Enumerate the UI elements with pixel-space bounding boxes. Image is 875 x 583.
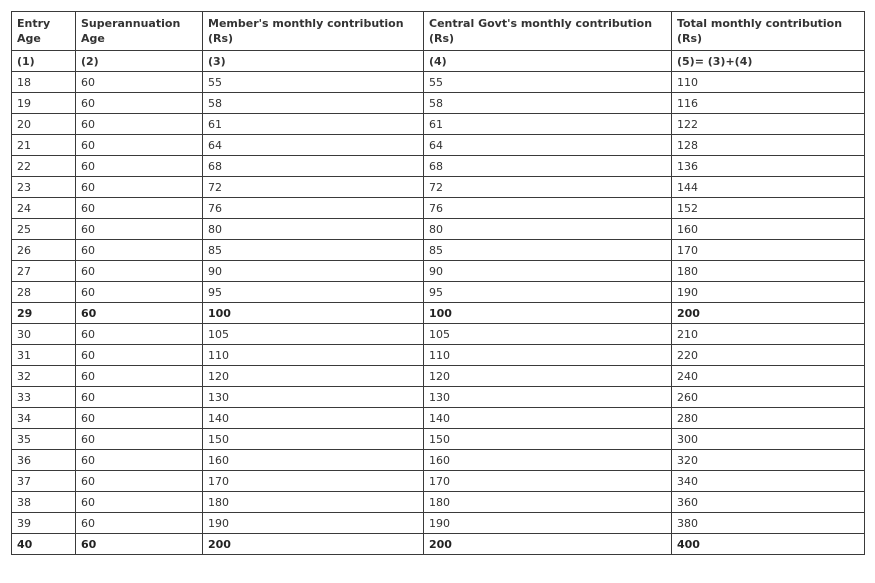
govt-contribution-cell: 100 — [424, 303, 672, 324]
govt-contribution-cell: 95 — [424, 282, 672, 303]
govt-contribution-cell: 55 — [424, 72, 672, 93]
member-contribution-cell: 110 — [203, 345, 424, 366]
entry-age-cell: 29 — [12, 303, 76, 324]
member-contribution-cell: 130 — [203, 387, 424, 408]
superannuation-age-cell: 60 — [76, 366, 203, 387]
govt-contribution-cell: 105 — [424, 324, 672, 345]
total-contribution-cell: 340 — [672, 471, 865, 492]
entry-age-cell: 22 — [12, 156, 76, 177]
column-number: (4) — [424, 51, 672, 72]
member-contribution-cell: 76 — [203, 198, 424, 219]
govt-contribution-cell: 170 — [424, 471, 672, 492]
govt-contribution-cell: 200 — [424, 534, 672, 555]
total-contribution-cell: 190 — [672, 282, 865, 303]
table-row — [12, 261, 865, 282]
total-contribution-cell: 180 — [672, 261, 865, 282]
table-row — [12, 513, 865, 534]
superannuation-age-cell: 60 — [76, 492, 203, 513]
entry-age-cell: 34 — [12, 408, 76, 429]
entry-age-cell: 35 — [12, 429, 76, 450]
govt-contribution-cell: 80 — [424, 219, 672, 240]
member-contribution-cell: 180 — [203, 492, 424, 513]
total-contribution-cell: 200 — [672, 303, 865, 324]
header-member-contribution: Member's monthly contribution (Rs) — [203, 12, 424, 51]
table-row — [12, 324, 865, 345]
table-row — [12, 471, 865, 492]
member-contribution-cell: 105 — [203, 324, 424, 345]
total-contribution-cell: 300 — [672, 429, 865, 450]
member-contribution-cell: 61 — [203, 114, 424, 135]
table-row — [12, 345, 865, 366]
govt-contribution-cell: 140 — [424, 408, 672, 429]
table-row — [12, 93, 865, 114]
member-contribution-cell: 100 — [203, 303, 424, 324]
member-contribution-cell: 55 — [203, 72, 424, 93]
entry-age-cell: 27 — [12, 261, 76, 282]
superannuation-age-cell: 60 — [76, 282, 203, 303]
member-contribution-cell: 160 — [203, 450, 424, 471]
govt-contribution-cell: 190 — [424, 513, 672, 534]
entry-age-cell: 38 — [12, 492, 76, 513]
table-row — [12, 429, 865, 450]
member-contribution-cell: 68 — [203, 156, 424, 177]
superannuation-age-cell: 60 — [76, 135, 203, 156]
total-contribution-cell: 240 — [672, 366, 865, 387]
entry-age-cell: 28 — [12, 282, 76, 303]
table-row — [12, 240, 865, 261]
entry-age-cell: 23 — [12, 177, 76, 198]
header-govt-contribution: Central Govt's monthly contribution (Rs) — [424, 12, 672, 51]
entry-age-cell: 32 — [12, 366, 76, 387]
total-contribution-cell: 128 — [672, 135, 865, 156]
superannuation-age-cell: 60 — [76, 219, 203, 240]
superannuation-age-cell: 60 — [76, 240, 203, 261]
superannuation-age-cell: 60 — [76, 156, 203, 177]
superannuation-age-cell: 60 — [76, 450, 203, 471]
govt-contribution-cell: 130 — [424, 387, 672, 408]
header-row — [12, 12, 865, 51]
header-total-contribution: Total monthly contribution (Rs) — [672, 12, 865, 51]
superannuation-age-cell: 60 — [76, 324, 203, 345]
total-contribution-cell: 280 — [672, 408, 865, 429]
table-row — [12, 282, 865, 303]
superannuation-age-cell: 60 — [76, 471, 203, 492]
contribution-table-container — [11, 11, 864, 555]
govt-contribution-cell: 85 — [424, 240, 672, 261]
govt-contribution-cell: 61 — [424, 114, 672, 135]
member-contribution-cell: 90 — [203, 261, 424, 282]
entry-age-cell: 18 — [12, 72, 76, 93]
govt-contribution-cell: 76 — [424, 198, 672, 219]
column-number: (5)= (3)+(4) — [672, 51, 865, 72]
table-row — [12, 408, 865, 429]
member-contribution-cell: 150 — [203, 429, 424, 450]
table-row — [12, 534, 865, 555]
table-row — [12, 303, 865, 324]
superannuation-age-cell: 60 — [76, 198, 203, 219]
total-contribution-cell: 160 — [672, 219, 865, 240]
header-entry-age: Entry Age — [12, 12, 76, 51]
superannuation-age-cell: 60 — [76, 534, 203, 555]
superannuation-age-cell: 60 — [76, 387, 203, 408]
table-row — [12, 219, 865, 240]
table-row — [12, 114, 865, 135]
entry-age-cell: 36 — [12, 450, 76, 471]
column-number: (3) — [203, 51, 424, 72]
superannuation-age-cell: 60 — [76, 93, 203, 114]
entry-age-cell: 19 — [12, 93, 76, 114]
govt-contribution-cell: 68 — [424, 156, 672, 177]
total-contribution-cell: 152 — [672, 198, 865, 219]
table-row — [12, 135, 865, 156]
member-contribution-cell: 72 — [203, 177, 424, 198]
total-contribution-cell: 170 — [672, 240, 865, 261]
govt-contribution-cell: 110 — [424, 345, 672, 366]
contribution-table — [11, 11, 865, 555]
superannuation-age-cell: 60 — [76, 114, 203, 135]
entry-age-cell: 25 — [12, 219, 76, 240]
govt-contribution-cell: 150 — [424, 429, 672, 450]
table-row — [12, 450, 865, 471]
entry-age-cell: 39 — [12, 513, 76, 534]
member-contribution-cell: 140 — [203, 408, 424, 429]
table-row — [12, 366, 865, 387]
govt-contribution-cell: 160 — [424, 450, 672, 471]
table-row — [12, 492, 865, 513]
member-contribution-cell: 190 — [203, 513, 424, 534]
superannuation-age-cell: 60 — [76, 261, 203, 282]
column-number: (2) — [76, 51, 203, 72]
total-contribution-cell: 220 — [672, 345, 865, 366]
govt-contribution-cell: 58 — [424, 93, 672, 114]
govt-contribution-cell: 120 — [424, 366, 672, 387]
table-row — [12, 156, 865, 177]
total-contribution-cell: 260 — [672, 387, 865, 408]
entry-age-cell: 26 — [12, 240, 76, 261]
entry-age-cell: 24 — [12, 198, 76, 219]
entry-age-cell: 30 — [12, 324, 76, 345]
entry-age-cell: 37 — [12, 471, 76, 492]
header-superannuation-age: Superannuation Age — [76, 12, 203, 51]
superannuation-age-cell: 60 — [76, 303, 203, 324]
table-row — [12, 387, 865, 408]
superannuation-age-cell: 60 — [76, 513, 203, 534]
superannuation-age-cell: 60 — [76, 345, 203, 366]
table-row — [12, 198, 865, 219]
entry-age-cell: 20 — [12, 114, 76, 135]
total-contribution-cell: 136 — [672, 156, 865, 177]
total-contribution-cell: 144 — [672, 177, 865, 198]
total-contribution-cell: 360 — [672, 492, 865, 513]
member-contribution-cell: 64 — [203, 135, 424, 156]
total-contribution-cell: 380 — [672, 513, 865, 534]
govt-contribution-cell: 180 — [424, 492, 672, 513]
column-number: (1) — [12, 51, 76, 72]
superannuation-age-cell: 60 — [76, 408, 203, 429]
total-contribution-cell: 400 — [672, 534, 865, 555]
member-contribution-cell: 170 — [203, 471, 424, 492]
total-contribution-cell: 116 — [672, 93, 865, 114]
member-contribution-cell: 200 — [203, 534, 424, 555]
superannuation-age-cell: 60 — [76, 177, 203, 198]
total-contribution-cell: 110 — [672, 72, 865, 93]
column-number-row — [12, 51, 865, 72]
total-contribution-cell: 320 — [672, 450, 865, 471]
member-contribution-cell: 80 — [203, 219, 424, 240]
entry-age-cell: 33 — [12, 387, 76, 408]
member-contribution-cell: 85 — [203, 240, 424, 261]
superannuation-age-cell: 60 — [76, 72, 203, 93]
entry-age-cell: 21 — [12, 135, 76, 156]
entry-age-cell: 31 — [12, 345, 76, 366]
govt-contribution-cell: 90 — [424, 261, 672, 282]
superannuation-age-cell: 60 — [76, 429, 203, 450]
table-row — [12, 177, 865, 198]
table-row — [12, 72, 865, 93]
table-body — [12, 72, 865, 555]
entry-age-cell: 40 — [12, 534, 76, 555]
total-contribution-cell: 210 — [672, 324, 865, 345]
govt-contribution-cell: 64 — [424, 135, 672, 156]
member-contribution-cell: 95 — [203, 282, 424, 303]
govt-contribution-cell: 72 — [424, 177, 672, 198]
member-contribution-cell: 120 — [203, 366, 424, 387]
member-contribution-cell: 58 — [203, 93, 424, 114]
total-contribution-cell: 122 — [672, 114, 865, 135]
